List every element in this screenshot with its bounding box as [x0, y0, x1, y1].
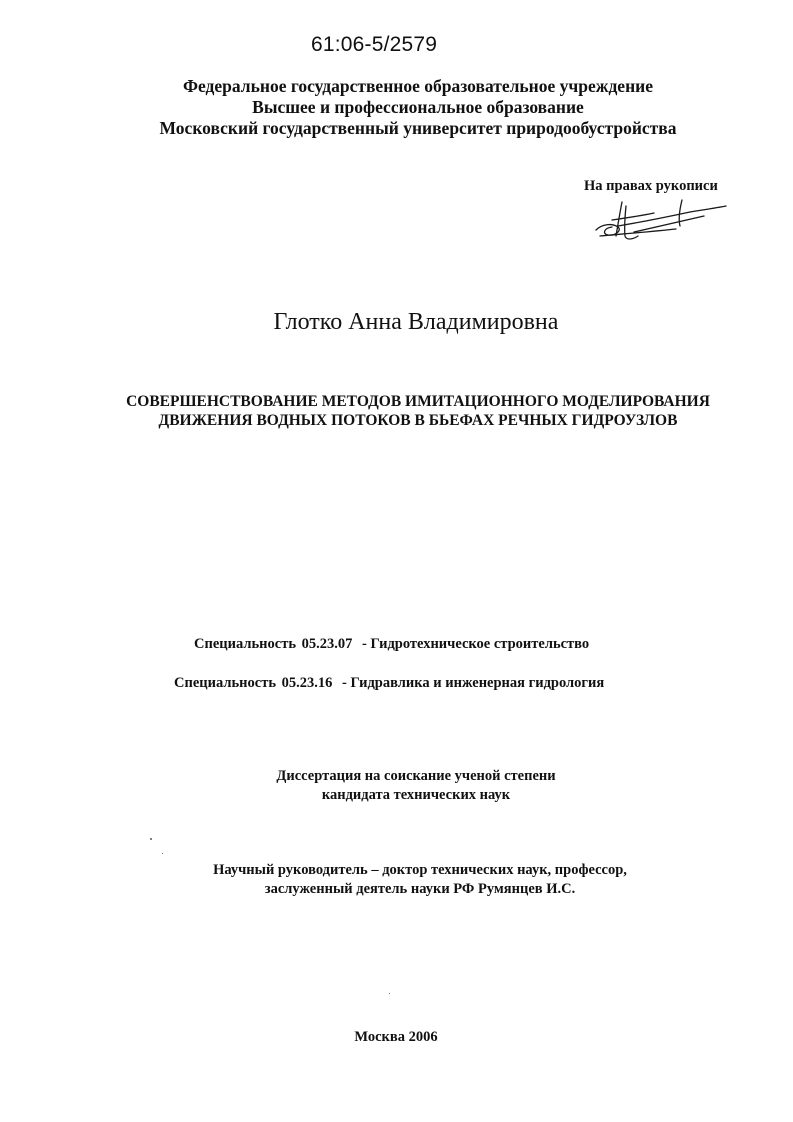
institution-line: Высшее и профессиональное образование — [252, 97, 584, 117]
title-line: ДВИЖЕНИЯ ВОДНЫХ ПОТОКОВ В БЬЕФАХ РЕЧНЫХ ГИДРОУЗЛОВ — [158, 412, 678, 429]
degree-line: кандидата технических наук — [321, 787, 511, 803]
dissertation-title — [78, 392, 758, 430]
institution-line: Московский государственный университет природообустройства — [159, 118, 677, 138]
specialty-line — [174, 675, 604, 692]
title-line: СОВЕРШЕНСТВОВАНИЕ МЕТОДОВ ИМИТАЦИОННОГО МОДЕЛИРОВАНИЯ — [126, 393, 710, 410]
scan-speck — [389, 993, 390, 994]
catalog-code: 61:06-5/2579 — [311, 33, 438, 56]
handwritten-signature — [592, 196, 730, 246]
scan-speck — [162, 853, 163, 854]
degree-line: Диссертация на соискание ученой степени — [276, 768, 556, 784]
specialty-name: - Гидротехническое строительство — [361, 636, 590, 652]
supervisor-line: заслуженный деятель науки РФ Румянцев И.С. — [264, 881, 576, 897]
author-name: Глотко Анна Владимировна — [273, 309, 559, 335]
specialty-code: 05.23.07 — [301, 636, 353, 652]
degree-statement — [196, 767, 636, 805]
specialty-code: 05.23.16 — [281, 675, 333, 691]
supervisor-line: Научный руководитель – доктор технических наук, профессор, — [213, 862, 627, 878]
scan-speck — [150, 838, 152, 840]
specialty-label: Специальность — [174, 675, 276, 691]
institution-block — [98, 76, 738, 139]
specialty-label: Специальность — [194, 636, 296, 652]
supervisor-block — [160, 861, 680, 899]
city-year: Москва 2006 — [354, 1029, 438, 1045]
specialty-line — [194, 636, 589, 653]
institution-line: Федеральное государственное образовательное учреждение — [182, 76, 654, 96]
specialty-name: - Гидравлика и инженерная гидрология — [341, 675, 605, 691]
manuscript-note: На правах рукописи — [584, 178, 718, 194]
